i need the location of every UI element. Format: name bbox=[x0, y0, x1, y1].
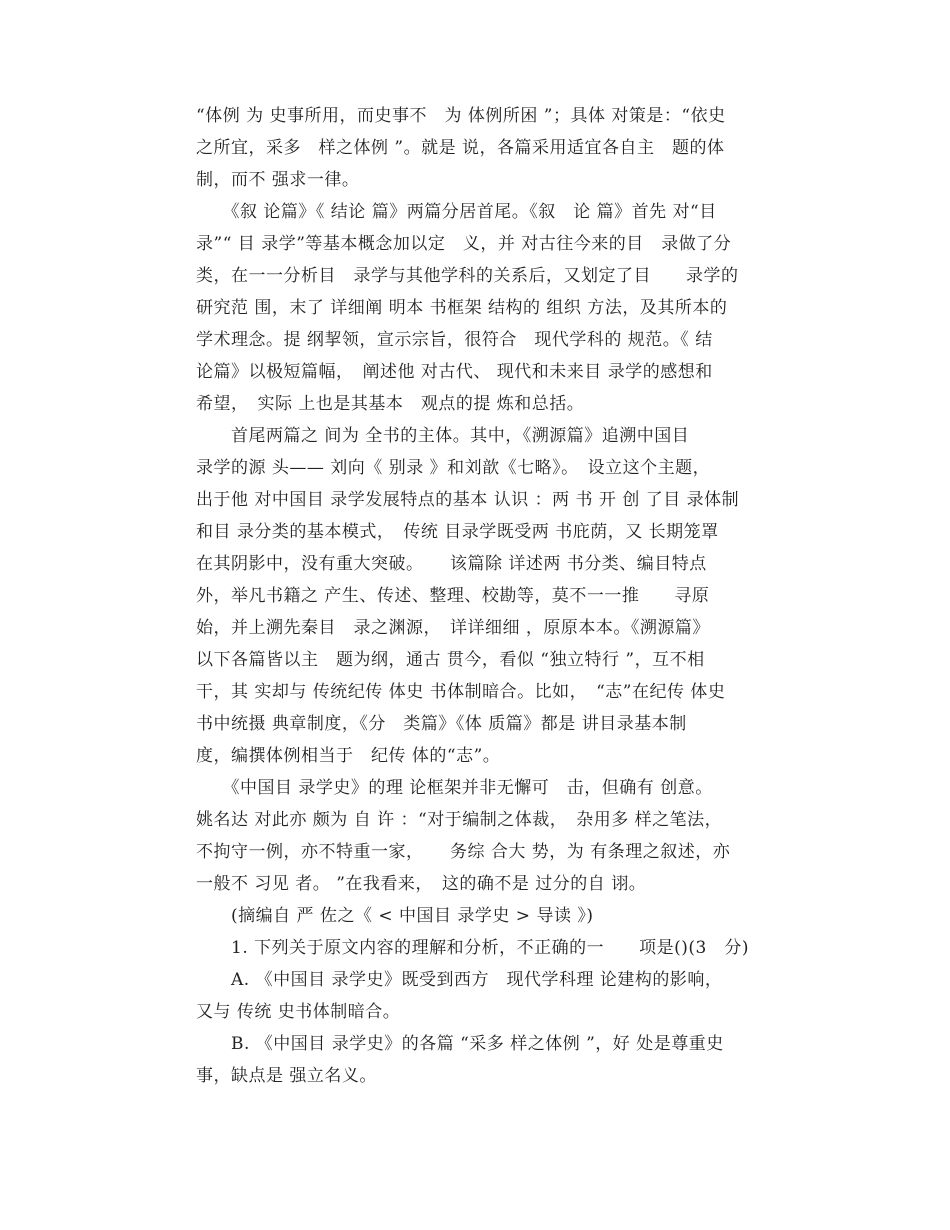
question-stem: 1. 下列关于原文内容的理解和分析，不正确的一 项是()(3 分) bbox=[196, 938, 749, 958]
option-b-continued: 事，缺点是 强立名义。 bbox=[196, 1066, 377, 1086]
text-line: 录学的源 头—— 刘向《 别录 》和刘歆《七略》。 设立这个主题， bbox=[196, 458, 711, 478]
text-line: 干，其 实却与 传统纪传 体史 书体制暗合。比如， “志”在纪传 体史 bbox=[196, 682, 726, 702]
text-line: 一般不 习见 者。 ”在我看来， 这的确不是 过分的自 诩。 bbox=[196, 874, 647, 894]
text-line: 类，在一一分析目 录学与其他学科的关系后，又划定了目 录学的 bbox=[196, 266, 739, 286]
text-line: 在其阴影中，没有重大突破。 该篇除 详述两 书分类、编目特点 bbox=[196, 554, 707, 574]
text-line: 度，编撰体例相当于 纪传 体的“志”。 bbox=[196, 746, 501, 766]
text-line: 姚名达 对此亦 颇为 自 许 ：“对于编制之体裁， 杂用多 样之笔法， bbox=[196, 810, 723, 830]
option-a: A. 《中国目 录学史》既受到西方 现代学科理 论建构的影响， bbox=[196, 970, 723, 990]
text-line: 出于他 对中国目 录学发展特点的基本 认识 ：两 书 开 创 了目 录体制 bbox=[196, 490, 740, 510]
text-line: 之所宜，采多 样之体例 ”。就是 说，各篇采用适宜各自主 题的体 bbox=[196, 138, 725, 158]
text-line: 书中统摄 典章制度，《分 类篇》《体 质篇》都是 讲目录基本制 bbox=[196, 714, 687, 734]
text-line: 希望， 实际 上也是其基本 观点的提 炼和总括。 bbox=[196, 394, 585, 414]
text-line: 不拘守一例，亦不特重一家， 务综 合大 势，为 有条理之叙述，亦 bbox=[196, 842, 731, 862]
text-line: 首尾两篇之 间为 全书的主体。其中，《溯源篇》追溯中国目 bbox=[196, 426, 690, 446]
text-line: 制，而不 强求一律。 bbox=[196, 170, 360, 190]
text-line: 外，举凡书籍之 产生、传述、整理、校勘等，莫不一一推 寻原 bbox=[196, 586, 710, 606]
source-citation: (摘编自 严 佐之《 < 中国目 录学史 > 导读 》) bbox=[196, 906, 594, 926]
text-line: 研究范 围，末了 详细阐 明本 书框架 结构的 组织 方法，及其所本的 bbox=[196, 298, 728, 318]
text-line: 论篇》以极短篇幅， 阐述他 对古代、 现代和未来目 录学的感想和 bbox=[196, 362, 713, 382]
text-line: “体例 为 史事所用，而史事不 为 体例所困 ”；具体 对策是：“依史 bbox=[196, 106, 726, 126]
text-line: 《叙 论篇》《 结论 篇》两篇分居首尾。《叙 论 篇》首先 对“目 bbox=[196, 202, 717, 222]
text-line: 和目 录分类的基本模式， 传统 目录学既受两 书庇荫，又 长期笼罩 bbox=[196, 522, 719, 542]
document-page bbox=[196, 100, 756, 1092]
option-a-continued: 又与 传统 史书体制暗合。 bbox=[196, 1002, 401, 1022]
text-line: 以下各篇皆以主 题为纲，通古 贯今，看似 “独立特行 ”，互不相 bbox=[196, 650, 705, 670]
text-line: 学术理念。提 纲挈领，宣示宗旨，很符合 现代学科的 规范。《 结 bbox=[196, 330, 713, 350]
text-line: 录”“ 目 录学”等基本概念加以定 义，并 对古往今来的目 录做了分 bbox=[196, 234, 732, 254]
option-b: B. 《中国目 录学史》的各篇 “采多 样之体例 ”，好 处是尊重史 bbox=[196, 1034, 724, 1054]
text-line: 始，并上溯先秦目 录之渊源， 详详细细 ，原原本本。《溯源篇》 bbox=[196, 618, 710, 638]
text-line: 《中国目 录学史》的理 论框架并非无懈可 击，但确有 创意。 bbox=[196, 778, 713, 798]
